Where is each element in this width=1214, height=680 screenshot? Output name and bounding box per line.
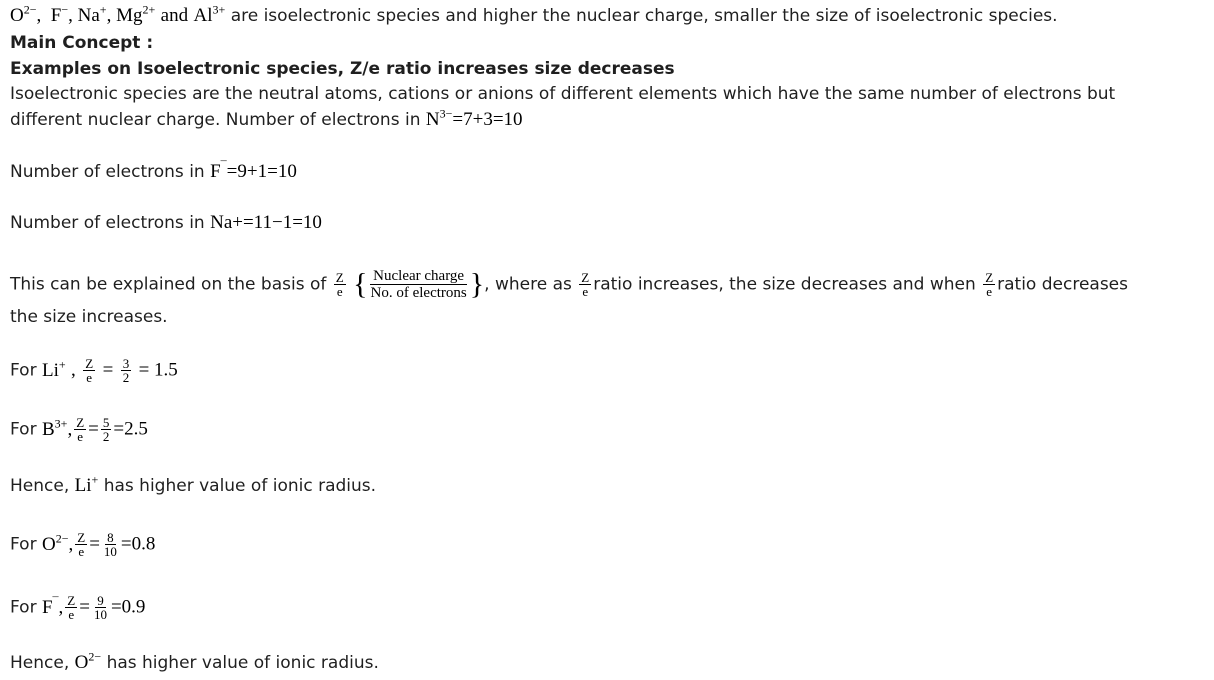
z-over-e-fraction-1 — [334, 271, 346, 298]
e-denominator: e — [68, 607, 75, 622]
explain-line2: the size increases. — [10, 307, 168, 327]
and-word: and — [160, 5, 189, 26]
charge-electron-fraction — [368, 268, 470, 301]
o-num: 8 — [107, 530, 114, 545]
al-symbol: Al — [193, 5, 213, 26]
li-for: For — [10, 360, 37, 381]
hence2-pre: Hence, — [10, 653, 70, 673]
n3-symbol: N — [425, 109, 440, 130]
hence1-sym: Li — [74, 475, 92, 496]
e-denominator: e — [336, 284, 343, 299]
o-charge: 2− — [55, 531, 69, 546]
li-fraction — [121, 357, 132, 384]
main-concept: Main Concept : — [10, 33, 154, 53]
o-fraction — [102, 531, 119, 558]
li-num: 3 — [122, 356, 130, 371]
li-symbol — [41, 357, 66, 381]
hence2-sym: O — [74, 652, 89, 673]
nuclear-charge-label: Nuclear charge — [370, 268, 467, 285]
species-o: $O^{2-}$, — [10, 2, 51, 26]
e-denominator: e — [86, 370, 93, 385]
b-ratio-line: For $B^{3+}$, $\frac{Z}{e}$ = $\frac{5}{2}$ =2.5 — [10, 415, 148, 444]
b-num: 5 — [102, 415, 110, 430]
hence-o-line — [10, 651, 379, 675]
b-fraction — [101, 416, 112, 443]
intro-text: are isoelectronic species and higher the nuclear charge, smaller the size of isoelectronic species. — [230, 6, 1058, 26]
explain-part3: ratio increases, the size decreases and when — [593, 274, 976, 295]
n3-expr: =7+3=10 — [452, 109, 523, 130]
explain-part2: , where as — [484, 274, 572, 295]
z-numerator: Z — [76, 415, 85, 430]
f-charge: ¯ — [52, 594, 59, 609]
e-denominator: e — [986, 284, 993, 299]
mg-charge: 2+ — [142, 2, 156, 17]
hence2-charge: 2− — [88, 649, 102, 664]
hence1-post: has higher value of ionic radius. — [103, 476, 377, 496]
z-numerator: Z — [985, 270, 994, 285]
na-line-text: Number of electrons in — [10, 213, 205, 233]
f-num: 9 — [97, 593, 104, 608]
o-symbol: O — [10, 5, 24, 26]
species-al — [193, 2, 226, 26]
o-sym: O — [41, 533, 56, 555]
b-den: 2 — [102, 429, 110, 444]
z-over-e-fraction-3 — [983, 271, 995, 298]
o-z-over-e — [75, 531, 87, 558]
para1-line2 — [10, 108, 523, 132]
hence1-charge: + — [91, 472, 99, 487]
f-den: 10 — [93, 607, 107, 622]
hence2-post: has higher value of ionic radius. — [106, 653, 379, 673]
z-numerator: Z — [67, 593, 76, 608]
al-charge: 3+ — [212, 2, 226, 17]
o-ratio-line: For $O^{2-}$, $\frac{Z}{e}$ = $\frac{8}{10}$ =0.8 — [10, 530, 156, 559]
b-sym: B — [41, 418, 55, 440]
li-comma: , — [71, 359, 76, 381]
explain-line — [10, 268, 1128, 301]
b-result: =2.5 — [113, 418, 148, 440]
li-equals: = — [102, 359, 114, 381]
intro-line — [10, 4, 1058, 28]
e-denominator: e — [78, 544, 85, 559]
o-for: For — [10, 534, 37, 555]
f-line-charge: ¯ — [220, 158, 227, 173]
b-charge: 3+ — [54, 416, 68, 431]
e-denominator: e — [77, 429, 84, 444]
o-result: =0.8 — [120, 533, 156, 555]
section-heading: Examples on Isoelectronic species, Z/e ratio increases size decreases — [10, 59, 675, 79]
f-fraction — [92, 594, 109, 621]
f-ratio-line: For F¯, $\frac{Z}{e}$ = $\frac{9}{10}$ =0.9 — [10, 593, 146, 622]
species-na: Na+, — [77, 2, 117, 26]
li-z-over-e — [83, 357, 95, 384]
f-sym: F — [41, 596, 53, 618]
left-brace: { — [353, 267, 368, 301]
explain-part4: ratio decreases — [997, 274, 1129, 295]
na-charge: + — [99, 2, 107, 17]
f-z-over-e — [65, 594, 77, 621]
species-f: F−, — [50, 2, 78, 26]
li-ratio-line — [10, 357, 178, 384]
f-for: For — [10, 597, 37, 618]
o-den: 10 — [103, 544, 117, 559]
z-numerator: Z — [335, 270, 344, 285]
f-line-expr: =9+1=10 — [226, 161, 297, 182]
na-line-expr: =11−1=10 — [242, 212, 322, 233]
z-numerator: Z — [77, 530, 86, 545]
f-result: =0.9 — [110, 596, 146, 618]
species-mg — [116, 2, 156, 26]
hence-li-line — [10, 474, 376, 498]
explain-part1: This can be explained on the basis of — [10, 274, 327, 295]
z-numerator: Z — [85, 356, 94, 371]
z-over-e-fraction-2 — [579, 271, 591, 298]
f-electrons-line — [10, 160, 297, 184]
li-den: 2 — [122, 370, 130, 385]
na-line-symbol: Na+ — [210, 212, 243, 233]
b-z-over-e — [74, 416, 86, 443]
f-line-symbol: F — [210, 161, 221, 182]
mg-symbol: Mg — [116, 5, 143, 26]
hence1-species — [74, 472, 99, 496]
f-line-text: Number of electrons in — [10, 162, 205, 182]
f-expression — [210, 158, 297, 182]
n3-expression — [425, 106, 523, 130]
hence2-species — [74, 649, 102, 673]
b-symbol: $B^{3+}$, — [41, 416, 73, 440]
na-symbol: Na — [77, 5, 100, 26]
electrons-label: No. of electrons — [370, 285, 467, 301]
na-expression — [210, 212, 322, 233]
n3-charge: 3− — [439, 106, 453, 121]
o-charge: 2− — [23, 2, 37, 17]
li-result: = 1.5 — [138, 359, 178, 381]
li-sym: Li — [41, 359, 59, 381]
f-charge: − — [61, 2, 69, 17]
b-for: For — [10, 419, 37, 440]
f-symbol: F¯, — [41, 594, 64, 618]
hence1-pre: Hence, — [10, 476, 70, 496]
z-numerator: Z — [581, 270, 590, 285]
para1-line1: Isoelectronic species are the neutral atoms, cations or anions of different elements which have the same number of electrons but — [10, 84, 1116, 104]
li-charge: + — [58, 357, 66, 372]
para1-line2-text: different nuclear charge. Number of electrons in — [10, 110, 421, 130]
right-brace: } — [469, 267, 485, 301]
o-symbol: $O^{2-}$, — [41, 531, 74, 555]
f-symbol: F — [50, 5, 62, 26]
na-electrons-line — [10, 211, 322, 235]
e-denominator: e — [582, 284, 589, 299]
